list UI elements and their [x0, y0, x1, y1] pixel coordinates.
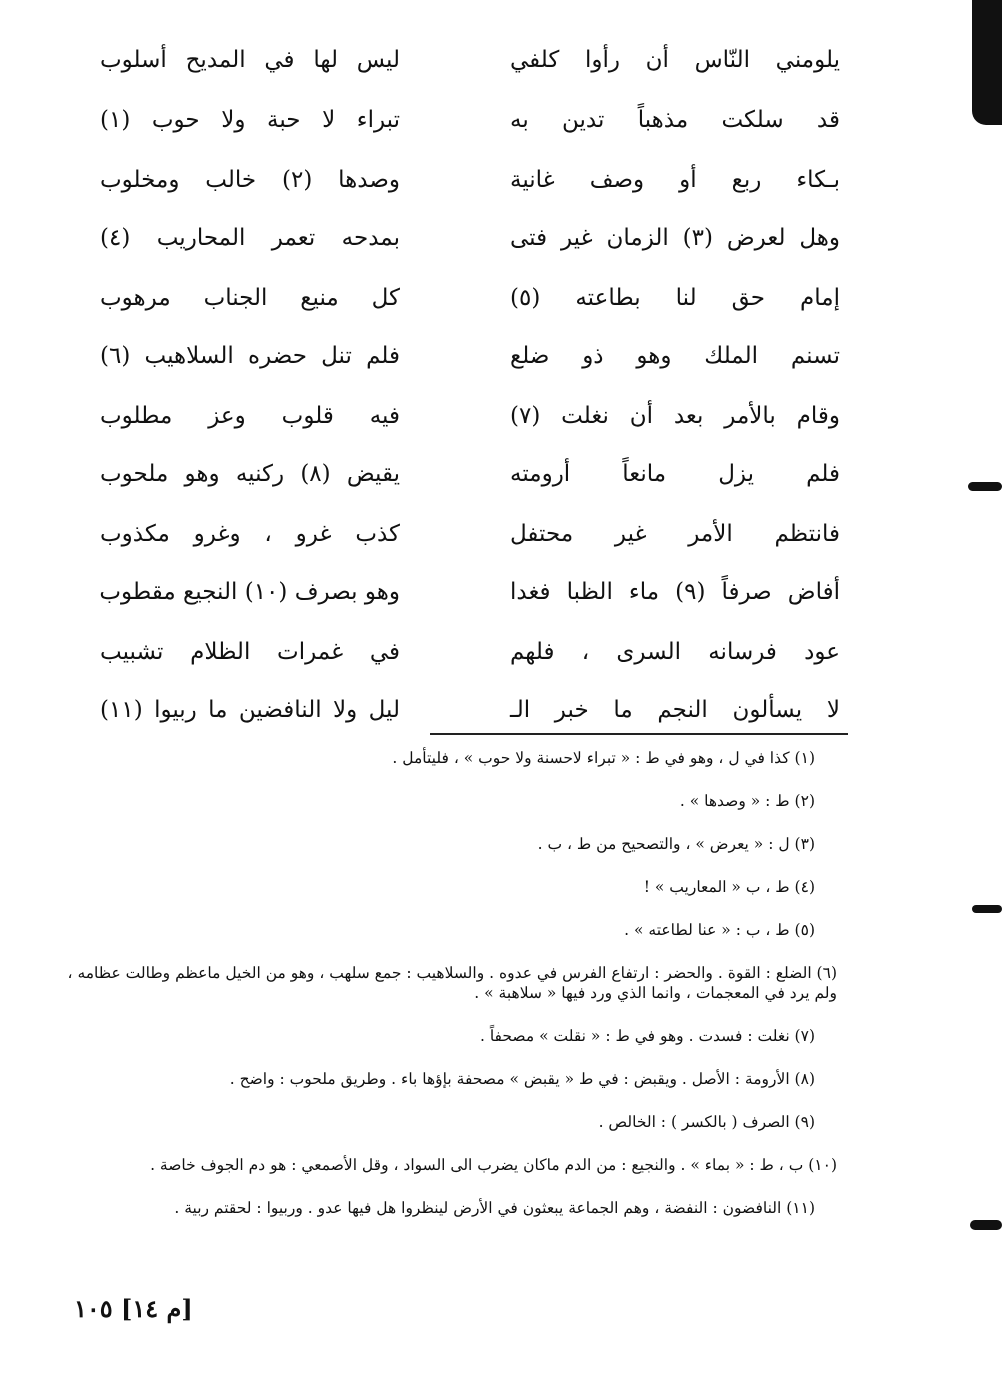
scan-edge-mark [968, 482, 1002, 491]
scan-edge-mark [972, 0, 1002, 125]
verse-second-hemistich: بمدحه تعمر المحاريب (٤) [100, 225, 400, 251]
verse-second-hemistich: ليس لها في المديح أسلوب [100, 47, 400, 73]
verse-second-hemistich: كذب غرو ، وغرو مكذوب [100, 521, 400, 547]
verse-first-hemistich: إمام حق لنا بطاعته (٥) [510, 285, 840, 311]
scan-edge-mark [970, 1220, 1002, 1230]
poem-verses [70, 30, 840, 723]
verse-first-hemistich: قد سلكت مذهباً تدين به [510, 107, 840, 133]
verse-first-hemistich: بـكاء ربع أو وصف غانية [510, 167, 840, 193]
verse-second-hemistich: تبراء لا حبة ولا حوب (١) [100, 107, 400, 133]
verse-line [70, 690, 840, 746]
footnote: (٧) نغلت : فسدت . وهو في ط : « نقلت » مصحفاً . [479, 1027, 815, 1045]
verse-line [70, 160, 840, 216]
verse-line [70, 278, 840, 334]
verse-line [70, 514, 840, 570]
verse-first-hemistich: فانتظم الأمر غير محتفل [510, 521, 840, 547]
verse-first-hemistich: فلم يزل مانعاً أرومته [510, 461, 840, 487]
footnote: (١١) النافضون : النفضة ، وهم الجماعة يبعثون في الأرض لينظروا هل فيها عدو . وربيوا : لحقتم ربية . [174, 1199, 815, 1217]
verse-second-hemistich: وصدها (٢) خالب ومخلوب [100, 167, 400, 193]
footnote: (٥) ط ، ب : « عنا لطاعته » . [624, 921, 815, 939]
verse-second-hemistich: فيه قلوب وعز مطلوب [100, 403, 400, 429]
verse-first-hemistich: وقام بالأمر بعد أن نغلت (٧) [510, 403, 840, 429]
verse-line [70, 40, 840, 96]
footnote: (٣) ل : « يعرض » ، والتصحيح من ط ، ب . [537, 835, 815, 853]
verse-line [70, 100, 840, 156]
verse-line [70, 218, 840, 274]
verse-first-hemistich: وهل لعرض (٣) الزمان غير فتى [510, 225, 840, 251]
verse-first-hemistich: لا يسألون النجم ما خبر الـ [510, 697, 840, 723]
footnote: (٤) ط ، ب « المعاريب » ! [643, 878, 815, 896]
verse-line [70, 396, 840, 452]
page-number: [م ١٤] ١٠٥ [74, 1294, 193, 1323]
footnote-divider [430, 733, 848, 735]
footnote: (١) كذا في ل ، وهو في ط : « تبراء لاحسنة ولا حوب » ، فليتأمل . [392, 749, 815, 767]
footnote: (٦) الضلع : القوة . والحضر : ارتفاع الفرس في عدوه . والسلاهيب : جمع سلهب ، وهو من الخيل ماعظم وطالت عظامه ، ولم يرد في المعجمات ، وانما الذي ورد فيها « سلاهبة » . [67, 964, 837, 1002]
verse-second-hemistich: ليل ولا النافضين ما ربيوا (١١) [100, 697, 400, 723]
verse-second-hemistich: فلم تنل حضره السلاهيب (٦) [100, 343, 400, 369]
footnote: (٩) الصرف ( بالكسر ) : الخالص . [598, 1113, 815, 1131]
scan-edge-mark [972, 905, 1002, 913]
footnote: (٨) الأرومة : الأصل . ويقبض : في ط « يقبض » مصحفة بإؤها باء . وطريق ملحوب : واضح . [229, 1070, 815, 1088]
verse-line [70, 336, 840, 392]
verse-line [70, 572, 840, 628]
verse-first-hemistich: تسنم الملك وهو ذو ضلع [510, 343, 840, 369]
footnotes [60, 748, 837, 1241]
verse-line [70, 454, 840, 510]
verse-second-hemistich: يقيض (٨) ركنيه وهو ملحوب [100, 461, 400, 487]
verse-line [70, 632, 840, 688]
verse-second-hemistich: كل منيع الجناب مرهوب [100, 285, 400, 311]
verse-first-hemistich: عود فرسانه السرى ، فلهم [510, 639, 840, 665]
verse-second-hemistich: في غمرات الظلام تشبيب [100, 639, 400, 665]
verse-second-hemistich: وهو بصرف (١٠) النجيع مقطوب [99, 579, 400, 605]
verse-first-hemistich: أفاض صرفاً (٩) ماء الظبا فغدا [510, 579, 840, 605]
verse-first-hemistich: يلومني النّاس أن رأوا كلفي [510, 47, 840, 73]
footnote: (٢) ط : « وصدها » . [679, 792, 815, 810]
footnote: (١٠) ب ، ط : « بماء » . والنجيع : من الدم ماكان يضرب الى السواد ، وقل الأصمعي : هو دم الجوف خاصة . [150, 1156, 837, 1174]
